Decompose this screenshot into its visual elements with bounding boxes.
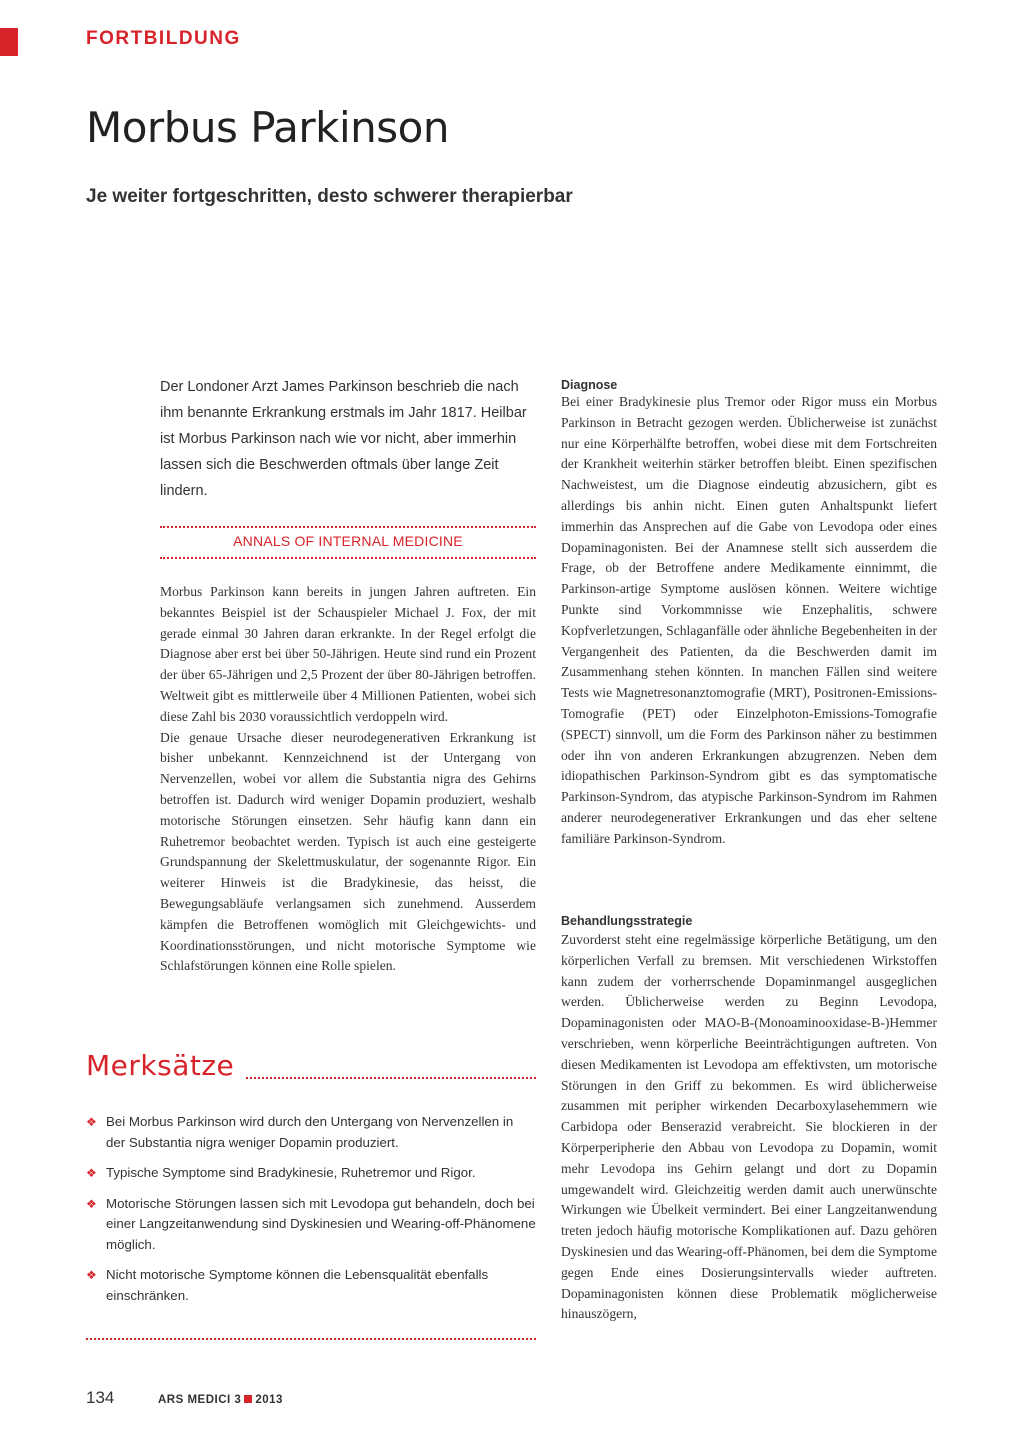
key-points-end-divider xyxy=(86,1338,536,1340)
body-left xyxy=(160,582,536,977)
source-divider-bottom xyxy=(160,557,536,559)
section-text: Bei einer Bradykinesie plus Tremor oder Rigor muss ein Morbus Parkinson in Betracht gezogen werden. Üblicherweise ist zunächst nur eine Körperhälfte betroffen, wobei diese mit dem Fortschreiten der Krankheit weiterhin stärker betroffen bleibt. Einen spezifischen Nachweistest, um die Diagnose eindeutig abzusichern, gibt es allerdings bis anhin nicht. Einen guten Anhaltspunkt liefert immerhin das Ansprechen auf die Gabe von Levodopa oder eines Dopaminagonisten. Bei der Anamnese stellt sich ausserdem die Frage, ob der Betroffene andere Medikamente einnimmt, die Parkinson-artige Symptome auslösen können. Weitere wichtige Punkte sind Vorkommnisse wie Enzephalitis, schwere Kopfverletzungen, Schlaganfälle oder ähnliche Begebenheiten in der Vergangenheit des Patienten, da die Beschwerden damit im Zusammenhang stehen könnten. In manchen Fällen sind weitere Tests wie Magnetresonanztomografie (MRT), Positronen-Emissions-Tomografie (PET) oder Einzelphoton-Emissions-Tomografie (SPECT) sinnvoll, um die Form des Parkinson näher zu bestimmen oder ihn von anderen Erkrankungen abzugrenzen. Neben dem idiopathischen Parkinson-Syndrom gibt es das symptomatische Parkinson-Syndrom, das atypische Parkinson-Syndrom im Rahmen anderer neurodegenerativer Erkrankungen und das eher seltene familiäre Parkinson-Syndrom. xyxy=(561,394,937,846)
key-points-title-divider xyxy=(246,1077,536,1079)
key-points-list xyxy=(86,1112,536,1316)
lead-paragraph: Der Londoner Arzt James Parkinson beschrieb die nach ihm benannte Erkrankung erstmals im Jahr 1817. Heilbar ist Morbus Parkinson nach wie vor nicht, aber immerhin lassen sich die Beschwerden oftmals über lange Zeit lindern. xyxy=(160,379,527,499)
journal-footer xyxy=(158,1394,283,1406)
list-item: ❖ Typische Symptome sind Bradykinesie, Ruhetremor und Rigor. xyxy=(86,1163,536,1184)
diamond-bullet-icon: ❖ xyxy=(86,1166,97,1180)
treatment-section xyxy=(561,914,937,1325)
page-number: 134 xyxy=(86,1388,115,1407)
source-divider-top xyxy=(160,526,536,528)
section-text: Zuvorderst steht eine regelmässige körperliche Betätigung, um den körperlichen Verfall zu bremsen. Mit verschiedenen Wirkstoffen kann zudem der vorherrschende Dopaminmangel ausgeglichen werden. Üblicherweise werden zu Beginn Levodopa, Dopaminagonisten oder MAO-B-(Monoaminooxidase-B-)Hemmer verschrieben, wenn körperliche Beeinträchtigungen auftreten. Von diesen Medikamenten ist Levodopa am effektivsten, um motorische Störungen in den Griff zu bekommen. Es wird üblicherweise zusammen mit peripher wirkenden Decarboxylasehemmern wie Carbidopa oder Benserazid verabreicht. Sie blockieren in der Körperperipherie den Abbau von Levodopa zu Dopamin, womit mehr Levodopa ins Gehirn gelangt und dort zu Dopamin umgewandelt wird. Gleichzeitig werden damit auch unerwünschte Wirkungen wie Übelkeit vermindert. Bei einer Langzeitanwendung treten jedoch häufig motorische Komplikationen auf. Dazu gehören Dyskinesien und das Wearing-off-Phänomen, bei dem die Symptome gegen Ende eines Dosierungsintervalls wieder auftreten. Dopaminagonisten können diese Problematik möglicherweise hinauszögern, xyxy=(561,932,937,1322)
journal-name: ARS MEDICI 3 xyxy=(158,1394,242,1406)
section-heading: Behandlungsstrategie xyxy=(561,914,693,928)
section-label: FORTBILDUNG xyxy=(86,28,241,49)
diagnose-section xyxy=(561,378,937,850)
list-item: ❖ Nicht motorische Symptome können die Lebensqualität ebenfalls einschränken. xyxy=(86,1267,489,1303)
article-title: Morbus Parkinson xyxy=(86,103,449,152)
list-item: ❖ Bei Morbus Parkinson wird durch den Untergang von Nervenzellen in der Substantia nigra weniger Dopamin produziert. xyxy=(86,1114,514,1150)
section-heading: Diagnose xyxy=(561,378,618,392)
list-item: ❖ Motorische Störungen lassen sich mit Levodopa gut behandeln, doch bei einer Langzeitanwendung sind Dyskinesien und Wearing-off-Phänomene möglich. xyxy=(86,1195,536,1252)
square-separator-icon xyxy=(244,1395,252,1403)
source-label: ANNALS OF INTERNAL MEDICINE xyxy=(233,533,463,549)
body-paragraph: Morbus Parkinson kann bereits in jungen Jahren auftreten. Ein bekanntes Beispiel ist der Schauspieler Michael J. Fox, der mit gerade einmal 30 Jahren daran erkrankte. In der Regel erfolgt die Diagnose aber erst bei über 50-Jährigen. Heute sind rund ein Prozent der über 65-Jährigen und 2,5 Prozent der über 80-Jährigen betroffen. Weltweit gibt es mittlerweile über 4 Millionen Patienten, wobei sich diese Zahl bis 2030 voraussichtlich verdoppeln wird. xyxy=(160,584,536,724)
key-points-title: Merksätze xyxy=(86,1049,235,1082)
section-marker xyxy=(0,28,18,56)
body-paragraph: Die genaue Ursache dieser neurodegenerativen Erkrankung ist bisher unbekannt. Kennzeichnend ist der Untergang von Nervenzellen, wobei vor allem die Substantia nigra des Gehirns betroffen ist. Dadurch wird weniger Dopamin produziert, weshalb motorische Störungen einsetzen. Sehr häufig kann dann ein Ruhetremor beobachtet werden. Typisch ist auch eine gesteigerte Grundspannung der Skelettmuskulatur, der sogenannte Rigor. Ein weiterer Hinweis ist die Bradykinesie, das heisst, die Bewegungsabläufe verlangsamen sich zunehmend. Ausserdem kämpfen die Betroffenen womöglich mit Gleichgewichts- und Koordinationsstörungen, und nicht motorische Symptome wie Schlafstörungen können eine Rolle spielen. xyxy=(160,729,536,974)
diamond-bullet-icon: ❖ xyxy=(86,1115,97,1129)
diamond-bullet-icon: ❖ xyxy=(86,1196,97,1211)
diamond-bullet-icon: ❖ xyxy=(86,1268,97,1282)
article-subtitle: Je weiter fortgeschritten, desto schwerer therapierbar xyxy=(86,186,573,207)
journal-year: 2013 xyxy=(255,1394,283,1406)
